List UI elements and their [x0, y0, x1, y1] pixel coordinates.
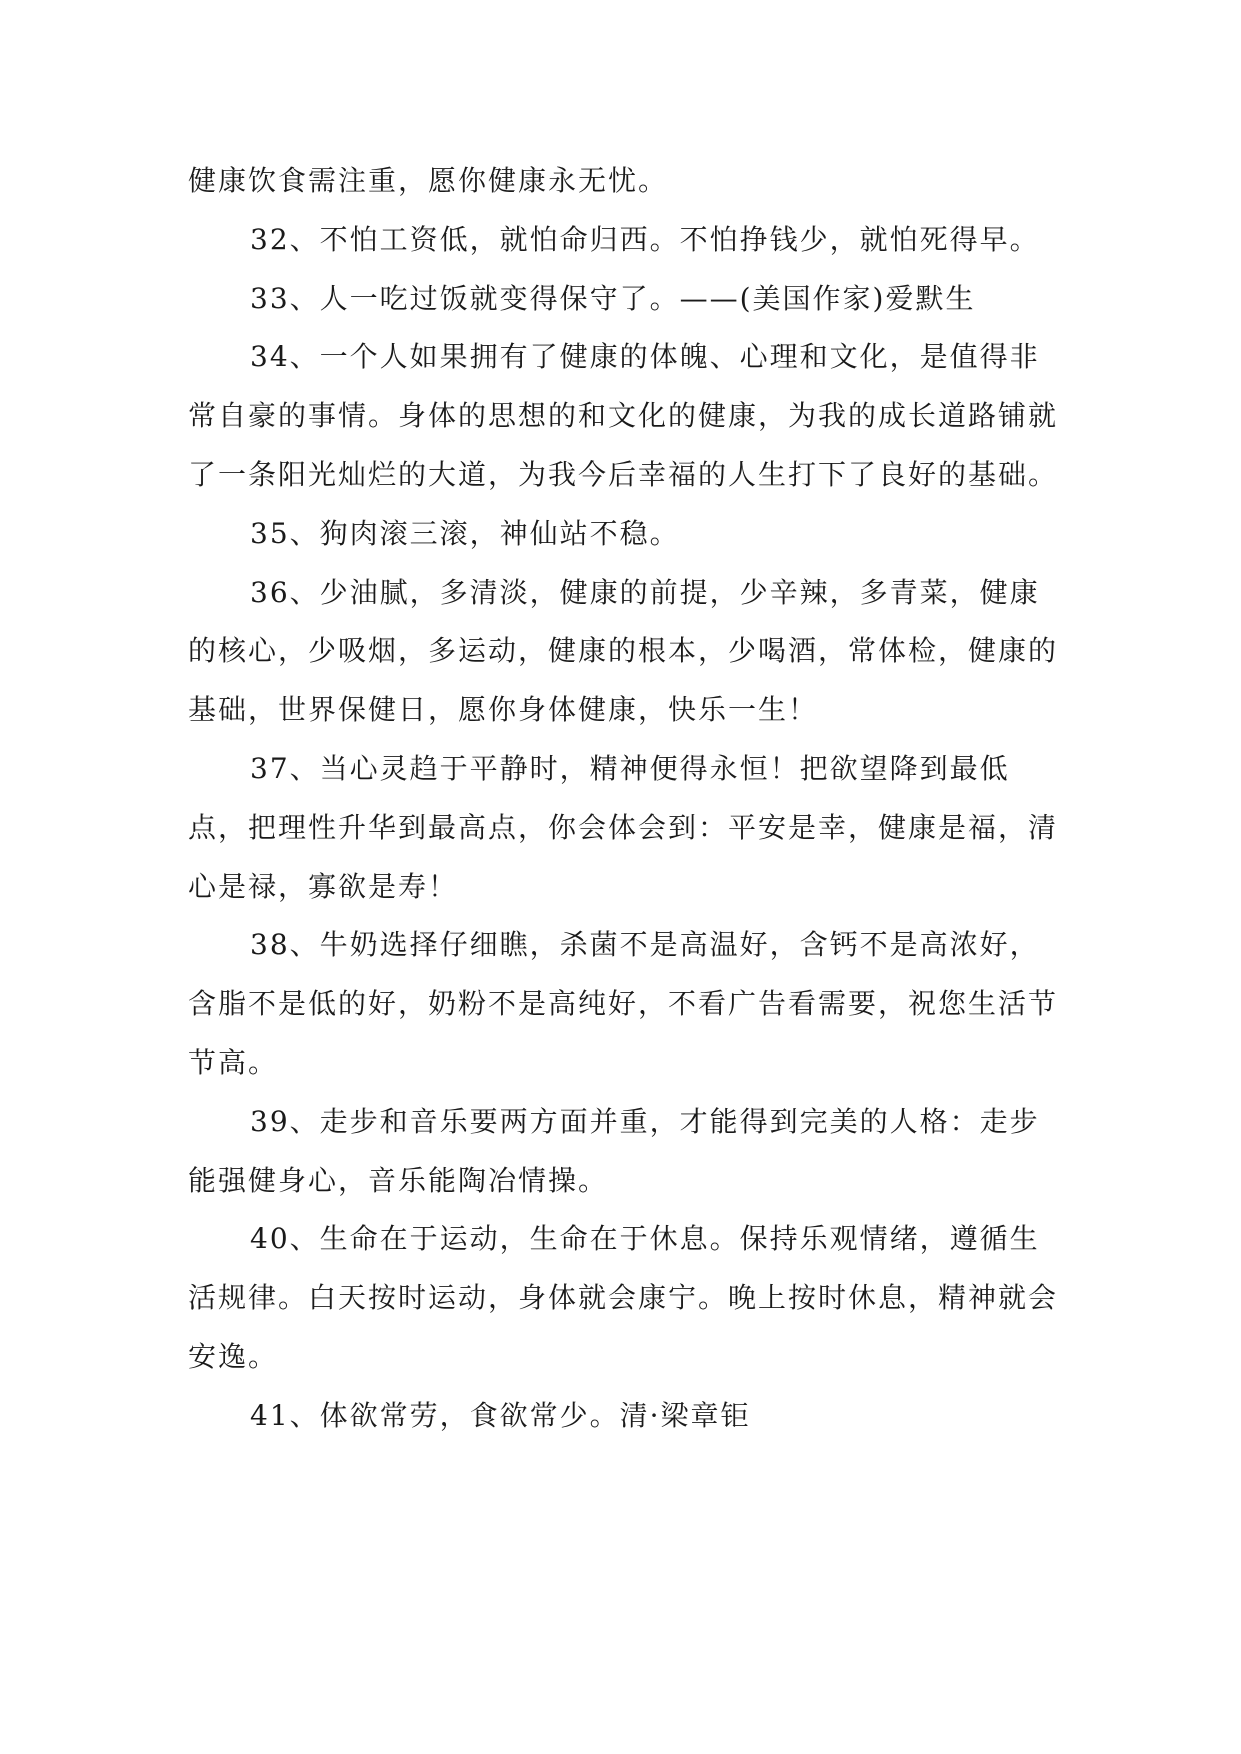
paragraph-41: 41、体欲常劳，食欲常少。清·梁章钜 — [250, 1398, 751, 1432]
paragraph-continuation: 健康饮食需注重，愿你健康永无忧。 — [188, 164, 669, 197]
paragraph-38: 38、牛奶选择仔细瞧，杀菌不是高温好，含钙不是高浓好，含脂不是低的好，奶粉不是高纯好，不看广告看需要，祝您生活节节高。 — [188, 928, 1059, 1079]
paragraph-36: 36、少油腻，多清淡，健康的前提，少辛辣，多青菜，健康的核心，少吸烟，多运动，健康的根本，少喝酒，常体检，健康的基础，世界保健日，愿你身体健康，快乐一生！ — [188, 575, 1059, 727]
document-body — [188, 152, 1060, 1446]
paragraph-34: 34、一个人如果拥有了健康的体魄、心理和文化，是值得非常自豪的事情。身体的思想的和文化的健康，为我的成长道路铺就了一条阳光灿烂的大道，为我今后幸福的人生打下了良好的基础。 — [188, 340, 1059, 491]
paragraph-37: 37、当心灵趋于平静时，精神便得永恒！把欲望降到最低点，把理性升华到最高点，你会体会到：平安是幸，健康是福，清心是禄，寡欲是寿！ — [188, 751, 1059, 903]
paragraph-32: 32、不怕工资低，就怕命归西。不怕挣钱少，就怕死得早。 — [250, 222, 1040, 256]
paragraph-35: 35、狗肉滚三滚，神仙站不稳。 — [250, 516, 680, 550]
paragraph-33: 33、人一吃过饭就变得保守了。——(美国作家)爱默生 — [250, 281, 976, 315]
paragraph-39: 39、走步和音乐要两方面并重，才能得到完美的人格：走步能强健身心，音乐能陶冶情操。 — [188, 1104, 1040, 1197]
paragraph-40: 40、生命在于运动，生命在于休息。保持乐观情绪，遵循生活规律。白天按时运动，身体就会康宁。晚上按时休息，精神就会安逸。 — [188, 1222, 1059, 1373]
